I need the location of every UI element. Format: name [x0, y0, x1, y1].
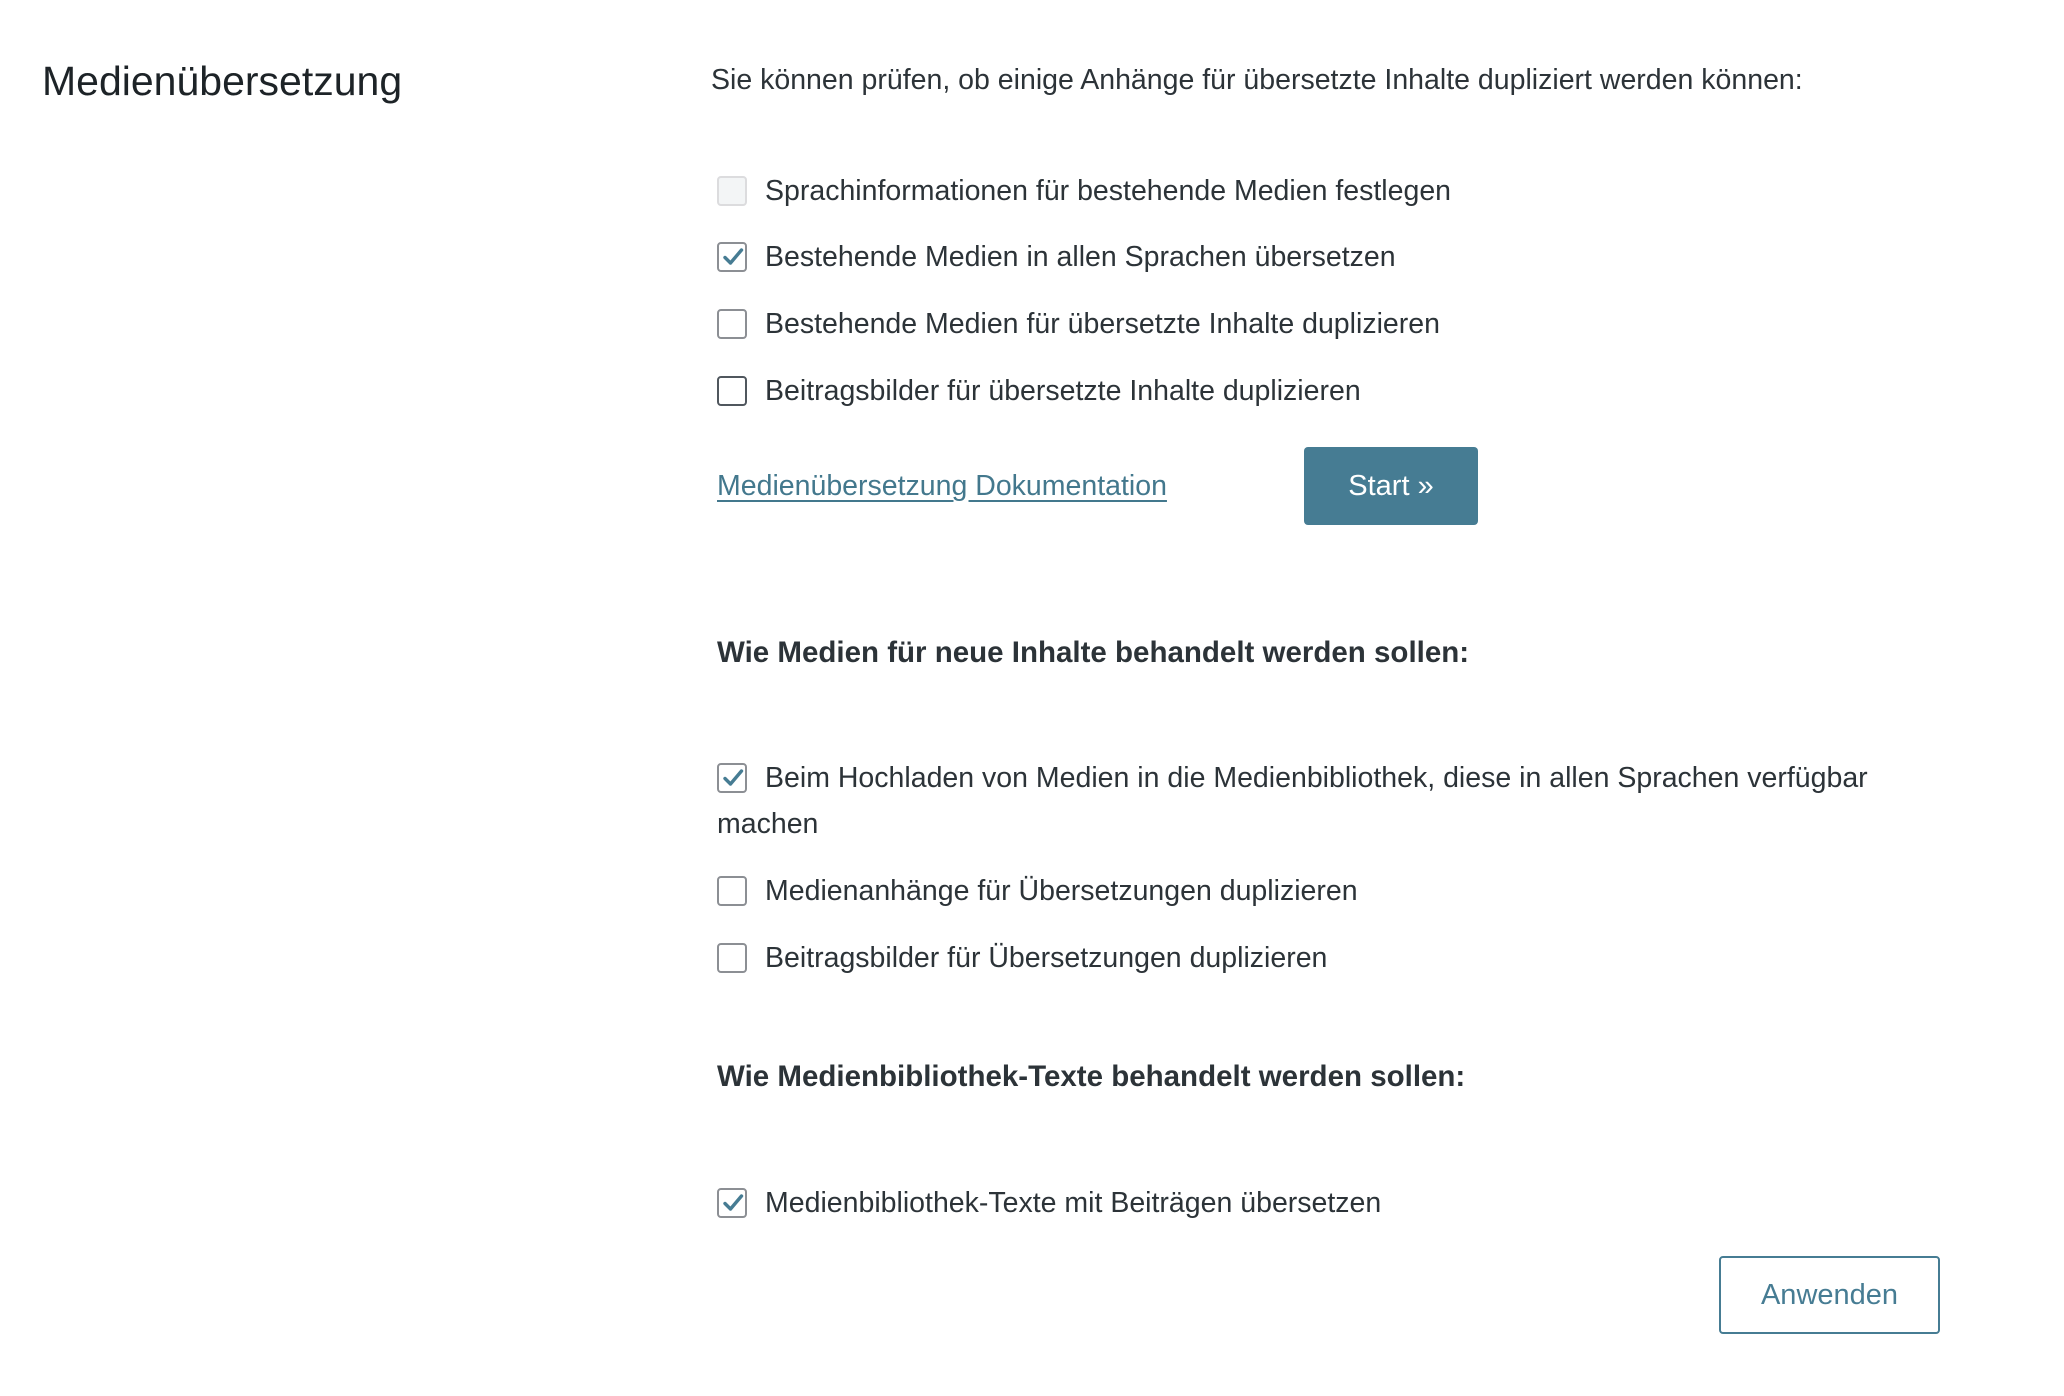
option-duplicate-featured-translations[interactable] [717, 935, 1937, 981]
option-label: Beitragsbilder für Übersetzungen duplizieren [765, 942, 1328, 974]
documentation-link[interactable]: Medienübersetzung Dokumentation [717, 470, 1167, 502]
option-duplicate-attachments[interactable] [717, 868, 1937, 914]
checkbox-translate-library-texts[interactable] [717, 1188, 747, 1218]
option-label: Sprachinformationen für bestehende Medien festlegen [765, 175, 1452, 207]
checkbox-duplicate-attachments[interactable] [717, 876, 747, 906]
option-label: Beim Hochladen von Medien in die Medienbibliothek, diese in allen Sprachen verfügbar machen [717, 762, 1868, 840]
option-media-all-languages[interactable] [717, 755, 1937, 847]
checkmark-icon [720, 1190, 746, 1216]
apply-button[interactable]: Anwenden [1719, 1256, 1940, 1334]
checkmark-icon [720, 765, 746, 791]
intro-text: Sie können prüfen, ob einige Anhänge für übersetzte Inhalte dupliziert werden können: [711, 64, 1803, 96]
option-translate-existing-media[interactable] [717, 234, 1937, 280]
option-duplicate-existing-media[interactable] [717, 301, 1937, 347]
checkbox-duplicate-featured-translations[interactable] [717, 943, 747, 973]
option-label: Beitragsbilder für übersetzte Inhalte duplizieren [765, 375, 1361, 407]
option-set-language-info[interactable] [717, 168, 1937, 214]
option-label: Medienanhänge für Übersetzungen duplizieren [765, 875, 1358, 907]
start-button[interactable]: Start » [1304, 447, 1478, 525]
checkbox-duplicate-featured-images[interactable] [717, 376, 747, 406]
library-texts-heading: Wie Medienbibliothek-Texte behandelt werden sollen: [717, 1060, 1466, 1093]
checkbox-set-language-info[interactable] [717, 176, 747, 206]
new-content-heading: Wie Medien für neue Inhalte behandelt werden sollen: [717, 636, 1470, 669]
checkbox-translate-existing-media[interactable] [717, 242, 747, 272]
option-duplicate-featured-images[interactable] [717, 368, 1937, 414]
option-label: Bestehende Medien für übersetzte Inhalte duplizieren [765, 308, 1440, 340]
checkbox-duplicate-existing-media[interactable] [717, 309, 747, 339]
option-translate-library-texts[interactable] [717, 1180, 1937, 1226]
option-label: Medienbibliothek-Texte mit Beiträgen übersetzen [765, 1187, 1382, 1219]
option-label: Bestehende Medien in allen Sprachen übersetzen [765, 241, 1396, 273]
checkbox-media-all-languages[interactable] [717, 763, 747, 793]
checkmark-icon [720, 244, 746, 270]
section-title: Medienübersetzung [42, 58, 403, 104]
